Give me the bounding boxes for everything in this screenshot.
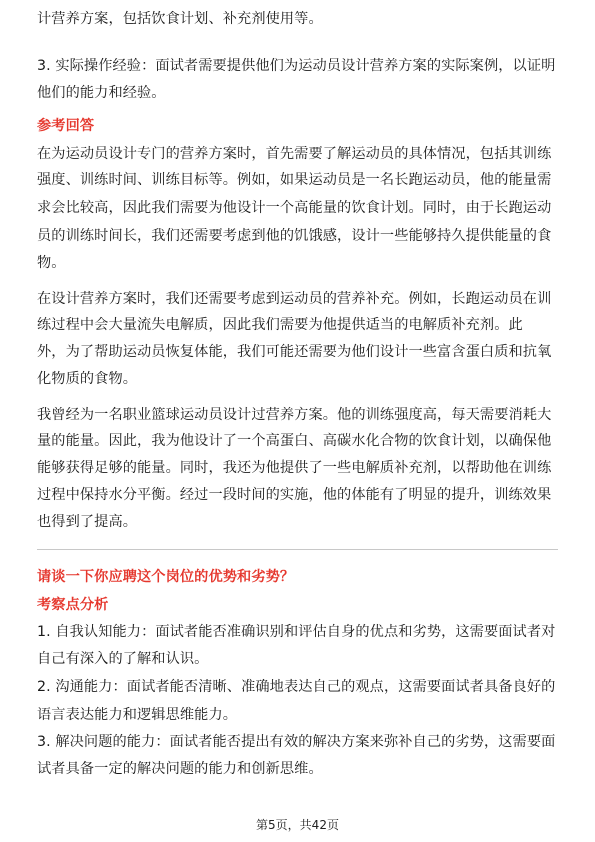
analysis-heading: 考察点分析	[37, 597, 109, 613]
question-heading: 请谈一下你应聘这个岗位的优势和劣势？	[37, 569, 295, 585]
answer-line-4: 员的训练时间长，我们还需要考虑到他的饥饿感，设计一些能够持久提供能量的食	[37, 228, 552, 244]
answer-line-9: 化物质的食物。	[37, 371, 138, 387]
answer-line-7: 练过程中会大量流失电解质，因此我们需要为他提供适当的电解质补充剂。此	[37, 317, 523, 333]
answer-line-12: 能够获得足够的能量。同时，我还为他提供了一些电解质补充剂，以帮助他在训练	[37, 460, 552, 476]
intro-line-3: 他们的能力和经验。	[37, 85, 166, 101]
section-divider	[37, 549, 558, 550]
answer-heading: 参考回答	[37, 118, 95, 134]
answer-line-14: 也得到了提高。	[37, 514, 138, 530]
analysis-line-6: 试者具备一定的解决问题的能力和创新思维。	[37, 761, 323, 777]
analysis-line-3: 2. 沟通能力：面试者能否清晰、准确地表达自己的观点，这需要面试者具备良好的	[37, 679, 556, 695]
answer-line-10: 我曾经为一名职业篮球运动员设计过营养方案。他的训练强度高，每天需要消耗大	[37, 407, 552, 423]
answer-line-13: 过程中保持水分平衡。经过一段时间的实施，他的体能有了明显的提升，训练效果	[37, 487, 552, 503]
answer-line-8: 外，为了帮助运动员恢复体能，我们可能还需要为他们设计一些富含蛋白质和抗氧	[37, 344, 552, 360]
answer-line-1: 在为运动员设计专门的营养方案时，首先需要了解运动员的具体情况，包括其训练	[37, 146, 552, 162]
analysis-line-5: 3. 解决问题的能力：面试者能否提出有效的解决方案来弥补自己的劣势，这需要面	[37, 734, 556, 750]
answer-line-6: 在设计营养方案时，我们还需要考虑到运动员的营养补充。例如，长跑运动员在训	[37, 291, 552, 307]
intro-line-2: 3. 实际操作经验：面试者需要提供他们为运动员设计营养方案的实际案例，以证明	[37, 58, 556, 74]
answer-line-3: 求会比较高，因此我们需要为他设计一个高能量的饮食计划。同时，由于长跑运动	[37, 200, 552, 216]
answer-line-2: 强度、训练时间、训练目标等。例如，如果运动员是一名长跑运动员，他的能量需	[37, 172, 552, 188]
analysis-line-2: 自己有深入的了解和认识。	[37, 651, 209, 667]
answer-line-11: 量的能量。因此，我为他设计了一个高蛋白、高碳水化合物的饮食计划，以确保他	[37, 433, 552, 449]
analysis-line-4: 语言表达能力和逻辑思维能力。	[37, 707, 238, 723]
answer-line-5: 物。	[37, 255, 66, 271]
page-footer: 第5页，共42页	[256, 818, 339, 832]
intro-line-1: 计营养方案，包括饮食计划、补充剂使用等。	[37, 11, 323, 27]
analysis-line-1: 1. 自我认知能力：面试者能否准确识别和评估自身的优点和劣势，这需要面试者对	[37, 624, 556, 640]
